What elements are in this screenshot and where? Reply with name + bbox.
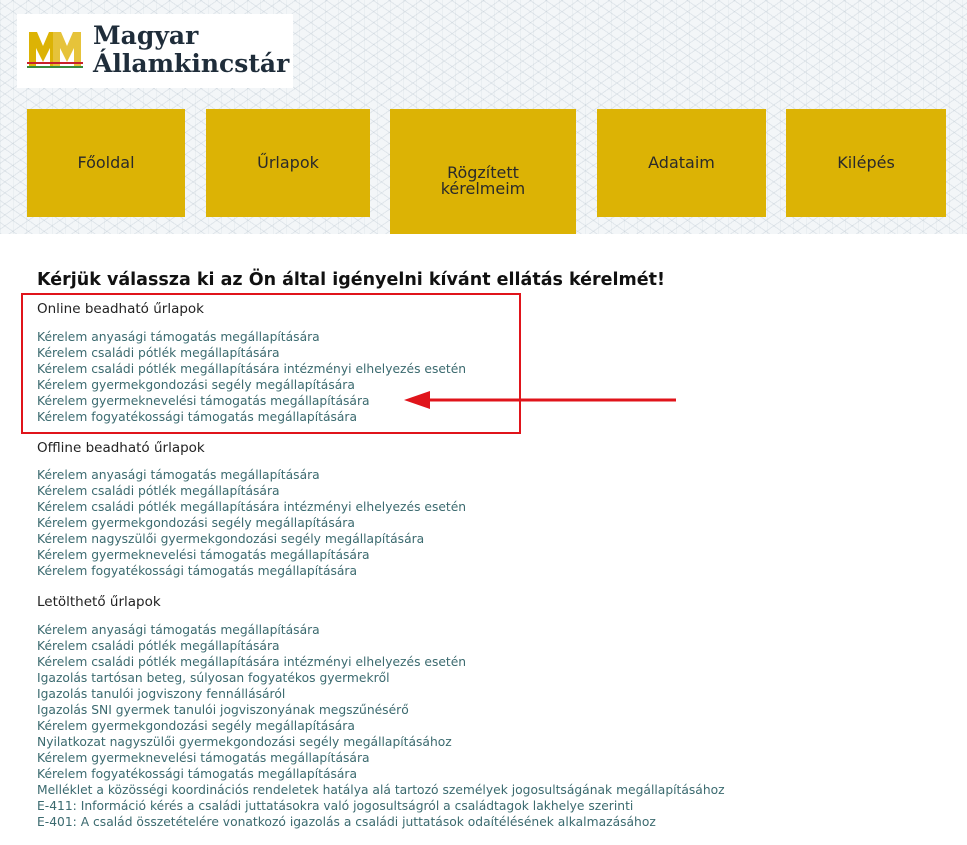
form-link[interactable]: Kérelem családi pótlék megállapítására xyxy=(37,639,280,653)
form-link[interactable]: Igazolás tartósan beteg, súlyosan fogyatékos gyermekről xyxy=(37,671,390,685)
section-title-online: Online beadható űrlapok xyxy=(37,301,205,317)
form-link[interactable]: Kérelem családi pótlék megállapítására xyxy=(37,346,280,360)
kincstar-logo-icon xyxy=(27,26,83,74)
nav-label: Kilépés xyxy=(837,153,895,172)
annotation-highlight-box xyxy=(21,293,521,434)
logo-line-2: Államkincstár xyxy=(93,49,290,78)
header-banner xyxy=(0,0,967,234)
nav-label: Adataim xyxy=(648,153,715,172)
nav-urlapok[interactable] xyxy=(206,109,370,217)
page-heading: Kérjük válassza ki az Ön által igényelni kívánt ellátás kérelmét! xyxy=(37,270,665,290)
form-link[interactable]: E-401: A család összetételére vonatkozó igazolás a családi juttatások odaítélésének alkalmazásához xyxy=(37,815,656,829)
form-link[interactable]: Kérelem fogyatékossági támogatás megállapítására xyxy=(37,564,358,578)
form-link[interactable]: Nyilatkozat nagyszülői gyermekgondozási segély megállapításához xyxy=(37,735,452,749)
nav-label: Rögzített kérelmeim xyxy=(440,163,526,198)
logo-line-1: Magyar xyxy=(93,21,199,50)
form-link[interactable]: Igazolás tanulói jogviszony fennállásáról xyxy=(37,687,286,701)
form-link[interactable]: Kérelem gyermeknevelési támogatás megállapítására xyxy=(37,548,370,562)
form-link[interactable]: Melléklet a közösségi koordinációs rendeletek hatálya alá tartozó személyek jogosultságának megállapításához xyxy=(37,783,725,797)
form-link[interactable]: Kérelem anyasági támogatás megállapítására xyxy=(37,623,320,637)
form-link[interactable]: Kérelem családi pótlék megállapítására xyxy=(37,484,280,498)
form-link[interactable]: Kérelem gyermekgondozási segély megállapítására xyxy=(37,719,355,733)
logo-wordmark xyxy=(93,22,289,78)
form-link[interactable]: Kérelem anyasági támogatás megállapítására xyxy=(37,468,320,482)
offline-forms-list xyxy=(37,467,466,579)
nav-rogzitett-kerelmeim[interactable] xyxy=(390,109,576,234)
nav-kilepes[interactable] xyxy=(786,109,946,217)
section-title-downloadable: Letölthető űrlapok xyxy=(37,594,161,610)
form-link[interactable]: Kérelem fogyatékossági támogatás megállapítására xyxy=(37,410,358,424)
form-link[interactable]: Kérelem fogyatékossági támogatás megállapítására xyxy=(37,767,358,781)
section-title-offline: Offline beadható űrlapok xyxy=(37,440,205,456)
form-link[interactable]: Kérelem gyermekgondozási segély megállapítására xyxy=(37,516,355,530)
form-link[interactable]: E-411: Információ kérés a családi juttatásokra való jogosultságról a családtagok lakhelye szerinti xyxy=(37,799,634,813)
form-link[interactable]: Kérelem gyermekgondozási segély megállapítására xyxy=(37,378,355,392)
downloadable-forms-list xyxy=(37,622,725,830)
form-link[interactable]: Kérelem családi pótlék megállapítására intézményi elhelyezés esetén xyxy=(37,500,467,514)
form-link[interactable]: Kérelem gyermeknevelési támogatás megállapítására xyxy=(37,751,370,765)
form-link[interactable]: Kérelem családi pótlék megállapítására intézményi elhelyezés esetén xyxy=(37,362,467,376)
form-link[interactable]: Igazolás SNI gyermek tanulói jogviszonyának megszűnésérő xyxy=(37,703,409,717)
nav-label: Főoldal xyxy=(77,153,135,172)
annotation-arrow-icon xyxy=(400,388,680,412)
form-link[interactable]: Kérelem gyermeknevelési támogatás megállapítására xyxy=(37,394,370,408)
nav-adataim[interactable] xyxy=(597,109,766,217)
nav-fooldal[interactable] xyxy=(27,109,185,217)
form-link[interactable]: Kérelem nagyszülői gyermekgondozási segély megállapítására xyxy=(37,532,425,546)
form-link[interactable]: Kérelem anyasági támogatás megállapítására xyxy=(37,330,320,344)
nav-label: Űrlapok xyxy=(257,153,319,172)
logo[interactable] xyxy=(17,14,293,88)
form-link[interactable]: Kérelem családi pótlék megállapítására intézményi elhelyezés esetén xyxy=(37,655,467,669)
